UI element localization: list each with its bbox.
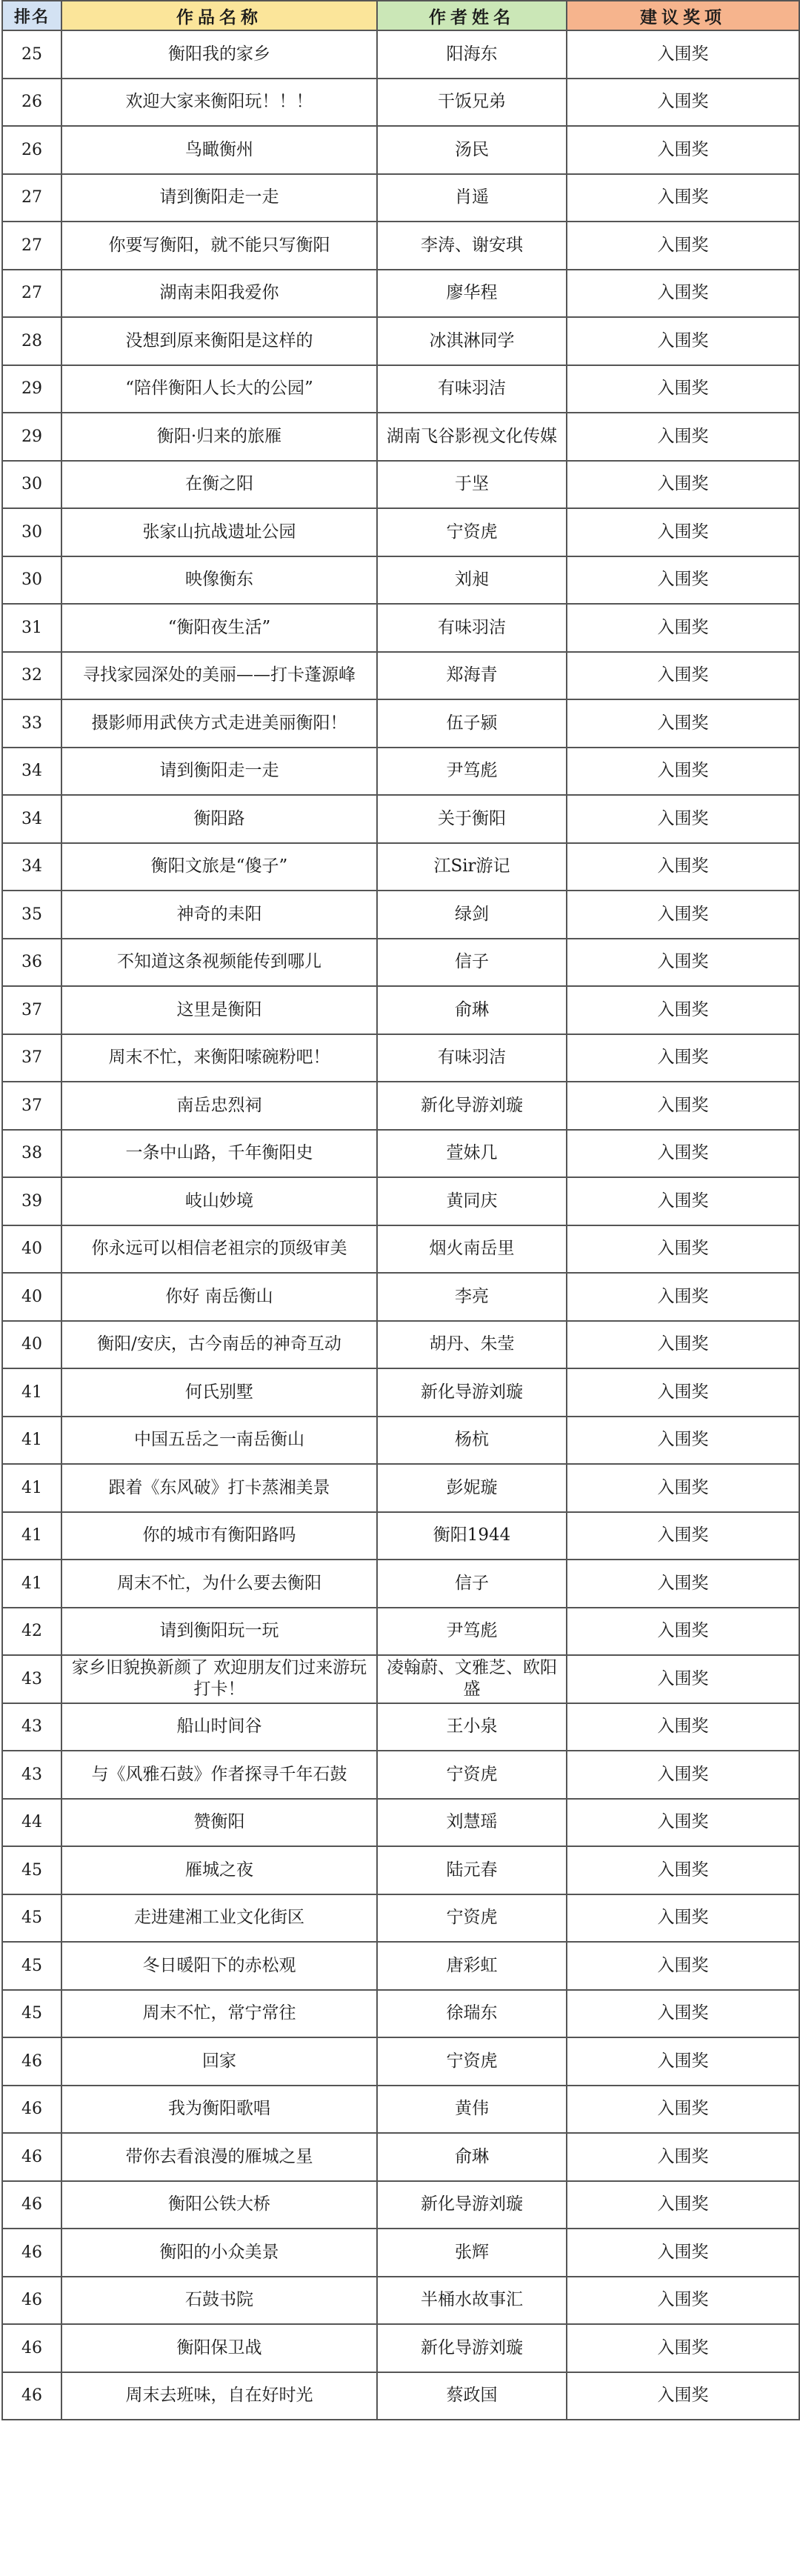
table-row xyxy=(2,1273,799,1321)
cell-title: 请到衡阳走一走 xyxy=(61,748,377,796)
cell-award: 入围奖 xyxy=(567,1608,799,1656)
cell-title: 衡阳文旅是“傻子” xyxy=(61,843,377,891)
table-row xyxy=(2,1799,799,1847)
table-row xyxy=(2,1464,799,1512)
cell-rank: 34 xyxy=(2,843,61,891)
cell-title: 周末不忙，常宁常往 xyxy=(61,1990,377,2038)
cell-author: 新化导游刘璇 xyxy=(377,2181,567,2229)
header-author: 作者姓名 xyxy=(377,1,567,30)
table-header xyxy=(2,1,799,30)
cell-award: 入围奖 xyxy=(567,986,799,1034)
cell-award: 入围奖 xyxy=(567,461,799,509)
cell-author: 陆元春 xyxy=(377,1846,567,1894)
cell-award: 入围奖 xyxy=(567,699,799,748)
award-table xyxy=(1,0,800,2420)
cell-title: 神奇的耒阳 xyxy=(61,891,377,939)
cell-rank: 40 xyxy=(2,1273,61,1321)
table-row xyxy=(2,1560,799,1608)
cell-author: 刘昶 xyxy=(377,556,567,605)
cell-award: 入围奖 xyxy=(567,2037,799,2086)
cell-award: 入围奖 xyxy=(567,1368,799,1417)
cell-title: 这里是衡阳 xyxy=(61,986,377,1034)
table-row xyxy=(2,1655,799,1703)
cell-author: 宁资虎 xyxy=(377,1751,567,1799)
cell-award: 入围奖 xyxy=(567,174,799,222)
cell-rank: 41 xyxy=(2,1560,61,1608)
cell-author: 信子 xyxy=(377,1560,567,1608)
cell-award: 入围奖 xyxy=(567,1273,799,1321)
table-row xyxy=(2,748,799,796)
cell-title: 没想到原来衡阳是这样的 xyxy=(61,317,377,365)
cell-rank: 46 xyxy=(2,2229,61,2277)
table-row xyxy=(2,461,799,509)
cell-rank: 37 xyxy=(2,1034,61,1082)
table-row xyxy=(2,795,799,843)
cell-author: 宁资虎 xyxy=(377,508,567,556)
cell-title: 衡阳保卫战 xyxy=(61,2324,377,2372)
cell-rank: 40 xyxy=(2,1225,61,1274)
table-row xyxy=(2,1225,799,1274)
cell-award: 入围奖 xyxy=(567,222,799,270)
table-row xyxy=(2,222,799,270)
cell-author: 廖华程 xyxy=(377,270,567,318)
cell-rank: 37 xyxy=(2,1082,61,1130)
cell-title: 摄影师用武侠方式走进美丽衡阳！ xyxy=(61,699,377,748)
table-row xyxy=(2,1321,799,1369)
table-row xyxy=(2,2324,799,2372)
cell-rank: 34 xyxy=(2,748,61,796)
cell-title: 衡阳/安庆，古今南岳的神奇互动 xyxy=(61,1321,377,1369)
cell-title: “衡阳夜生活” xyxy=(61,604,377,652)
table-row xyxy=(2,1512,799,1560)
cell-author: 新化导游刘璇 xyxy=(377,1368,567,1417)
cell-award: 入围奖 xyxy=(567,270,799,318)
cell-rank: 36 xyxy=(2,939,61,987)
cell-award: 入围奖 xyxy=(567,1894,799,1943)
cell-rank: 33 xyxy=(2,699,61,748)
cell-award: 入围奖 xyxy=(567,795,799,843)
table-row xyxy=(2,939,799,987)
cell-title: 家乡旧貌换新颜了 欢迎朋友们过来游玩打卡！ xyxy=(61,1655,377,1703)
cell-rank: 39 xyxy=(2,1177,61,1225)
cell-author: 黄同庆 xyxy=(377,1177,567,1225)
cell-author: 伍子颍 xyxy=(377,699,567,748)
cell-title: “陪伴衡阳人长大的公园” xyxy=(61,365,377,413)
table-row xyxy=(2,699,799,748)
cell-title: 你的城市有衡阳路吗 xyxy=(61,1512,377,1560)
cell-author: 彭妮璇 xyxy=(377,1464,567,1512)
cell-author: 烟火南岳里 xyxy=(377,1225,567,1274)
cell-rank: 37 xyxy=(2,986,61,1034)
table-row xyxy=(2,2086,799,2134)
cell-award: 入围奖 xyxy=(567,652,799,700)
cell-rank: 29 xyxy=(2,413,61,461)
cell-award: 入围奖 xyxy=(567,2181,799,2229)
cell-award: 入围奖 xyxy=(567,1799,799,1847)
cell-award: 入围奖 xyxy=(567,1321,799,1369)
cell-title: 跟着《东风破》打卡蒸湘美景 xyxy=(61,1464,377,1512)
cell-title: 衡阳公铁大桥 xyxy=(61,2181,377,2229)
header-award: 建议奖项 xyxy=(567,1,799,30)
cell-rank: 45 xyxy=(2,1990,61,2038)
cell-award: 入围奖 xyxy=(567,1846,799,1894)
cell-rank: 46 xyxy=(2,2037,61,2086)
cell-author: 杨杭 xyxy=(377,1417,567,1465)
cell-title: 请到衡阳走一走 xyxy=(61,174,377,222)
cell-title: 不知道这条视频能传到哪儿 xyxy=(61,939,377,987)
cell-rank: 30 xyxy=(2,556,61,605)
cell-rank: 46 xyxy=(2,2181,61,2229)
cell-author: 宁资虎 xyxy=(377,1894,567,1943)
cell-title: 冬日暖阳下的赤松观 xyxy=(61,1942,377,1990)
cell-author: 郑海青 xyxy=(377,652,567,700)
cell-author: 黄伟 xyxy=(377,2086,567,2134)
cell-author: 张辉 xyxy=(377,2229,567,2277)
cell-award: 入围奖 xyxy=(567,748,799,796)
cell-author: 于坚 xyxy=(377,461,567,509)
cell-author: 尹笃彪 xyxy=(377,1608,567,1656)
cell-award: 入围奖 xyxy=(567,1417,799,1465)
cell-rank: 43 xyxy=(2,1703,61,1751)
cell-rank: 30 xyxy=(2,508,61,556)
cell-author: 有味羽洁 xyxy=(377,365,567,413)
cell-award: 入围奖 xyxy=(567,413,799,461)
cell-rank: 25 xyxy=(2,30,61,79)
cell-award: 入围奖 xyxy=(567,2277,799,2325)
table-row xyxy=(2,317,799,365)
table-row xyxy=(2,1082,799,1130)
cell-author: 信子 xyxy=(377,939,567,987)
table-row xyxy=(2,1942,799,1990)
cell-award: 入围奖 xyxy=(567,1034,799,1082)
cell-author: 干饭兄弟 xyxy=(377,79,567,127)
table-row xyxy=(2,1417,799,1465)
cell-rank: 44 xyxy=(2,1799,61,1847)
table-row xyxy=(2,986,799,1034)
cell-author: 半桶水故事汇 xyxy=(377,2277,567,2325)
cell-title: 衡阳路 xyxy=(61,795,377,843)
cell-rank: 46 xyxy=(2,2372,61,2420)
cell-award: 入围奖 xyxy=(567,939,799,987)
cell-title: 中国五岳之一南岳衡山 xyxy=(61,1417,377,1465)
table-row xyxy=(2,2229,799,2277)
cell-author: 俞琳 xyxy=(377,986,567,1034)
header-title: 作品名称 xyxy=(61,1,377,30)
cell-rank: 46 xyxy=(2,2133,61,2181)
cell-award: 入围奖 xyxy=(567,1990,799,2038)
table-row xyxy=(2,1034,799,1082)
header-rank: 排名 xyxy=(2,1,61,30)
cell-author: 胡丹、朱莹 xyxy=(377,1321,567,1369)
table-row xyxy=(2,1703,799,1751)
cell-rank: 41 xyxy=(2,1368,61,1417)
cell-award: 入围奖 xyxy=(567,1655,799,1703)
table-row xyxy=(2,2133,799,2181)
cell-title: 周末去班味，自在好时光 xyxy=(61,2372,377,2420)
cell-title: 衡阳的小众美景 xyxy=(61,2229,377,2277)
cell-title: 回家 xyxy=(61,2037,377,2086)
cell-rank: 42 xyxy=(2,1608,61,1656)
cell-title: 衡阳·归来的旅雁 xyxy=(61,413,377,461)
cell-rank: 27 xyxy=(2,222,61,270)
award-table-sheet xyxy=(1,0,799,2420)
cell-title: 在衡之阳 xyxy=(61,461,377,509)
cell-title: 欢迎大家来衡阳玩！！！ xyxy=(61,79,377,127)
cell-rank: 28 xyxy=(2,317,61,365)
cell-title: 湖南耒阳我爱你 xyxy=(61,270,377,318)
cell-rank: 40 xyxy=(2,1321,61,1369)
cell-award: 入围奖 xyxy=(567,2133,799,2181)
cell-rank: 26 xyxy=(2,79,61,127)
cell-award: 入围奖 xyxy=(567,317,799,365)
cell-title: 你永远可以相信老祖宗的顶级审美 xyxy=(61,1225,377,1274)
cell-author: 凌翰蔚、文雅芝、欧阳盛 xyxy=(377,1655,567,1703)
cell-author: 刘慧瑶 xyxy=(377,1799,567,1847)
table-row xyxy=(2,1894,799,1943)
cell-author: 宁资虎 xyxy=(377,2037,567,2086)
cell-rank: 46 xyxy=(2,2277,61,2325)
cell-title: 与《风雅石鼓》作者探寻千年石鼓 xyxy=(61,1751,377,1799)
table-row xyxy=(2,1130,799,1178)
table-row xyxy=(2,1846,799,1894)
table-row xyxy=(2,1368,799,1417)
cell-author: 汤民 xyxy=(377,126,567,174)
cell-rank: 27 xyxy=(2,270,61,318)
cell-rank: 30 xyxy=(2,461,61,509)
cell-award: 入围奖 xyxy=(567,1464,799,1512)
cell-rank: 32 xyxy=(2,652,61,700)
table-row xyxy=(2,30,799,79)
cell-title: 一条中山路，千年衡阳史 xyxy=(61,1130,377,1178)
cell-award: 入围奖 xyxy=(567,508,799,556)
cell-award: 入围奖 xyxy=(567,1942,799,1990)
cell-author: 有味羽洁 xyxy=(377,604,567,652)
table-row xyxy=(2,652,799,700)
table-row xyxy=(2,1177,799,1225)
cell-title: 你要写衡阳，就不能只写衡阳 xyxy=(61,222,377,270)
table-row xyxy=(2,174,799,222)
cell-author: 尹笃彪 xyxy=(377,748,567,796)
cell-award: 入围奖 xyxy=(567,126,799,174)
table-row xyxy=(2,270,799,318)
cell-title: 映像衡东 xyxy=(61,556,377,605)
cell-author: 冰淇淋同学 xyxy=(377,317,567,365)
cell-rank: 31 xyxy=(2,604,61,652)
cell-title: 我为衡阳歌唱 xyxy=(61,2086,377,2134)
cell-award: 入围奖 xyxy=(567,1177,799,1225)
cell-author: 新化导游刘璇 xyxy=(377,1082,567,1130)
cell-author: 有味羽洁 xyxy=(377,1034,567,1082)
cell-rank: 43 xyxy=(2,1751,61,1799)
cell-author: 徐瑞东 xyxy=(377,1990,567,2038)
cell-award: 入围奖 xyxy=(567,2372,799,2420)
cell-rank: 29 xyxy=(2,365,61,413)
cell-title: 何氏别墅 xyxy=(61,1368,377,1417)
cell-award: 入围奖 xyxy=(567,1703,799,1751)
cell-title: 船山时间谷 xyxy=(61,1703,377,1751)
cell-author: 萱妹几 xyxy=(377,1130,567,1178)
cell-title: 张家山抗战遗址公园 xyxy=(61,508,377,556)
table-row xyxy=(2,843,799,891)
cell-title: 南岳忠烈祠 xyxy=(61,1082,377,1130)
cell-rank: 34 xyxy=(2,795,61,843)
cell-award: 入围奖 xyxy=(567,891,799,939)
cell-title: 赞衡阳 xyxy=(61,1799,377,1847)
table-row xyxy=(2,2277,799,2325)
cell-title: 带你去看浪漫的雁城之星 xyxy=(61,2133,377,2181)
cell-award: 入围奖 xyxy=(567,556,799,605)
cell-author: 阳海东 xyxy=(377,30,567,79)
cell-award: 入围奖 xyxy=(567,30,799,79)
cell-title: 周末不忙，来衡阳嗦碗粉吧！ xyxy=(61,1034,377,1082)
cell-award: 入围奖 xyxy=(567,1225,799,1274)
table-row xyxy=(2,508,799,556)
cell-author: 湖南飞谷影视文化传媒 xyxy=(377,413,567,461)
cell-award: 入围奖 xyxy=(567,843,799,891)
cell-title: 雁城之夜 xyxy=(61,1846,377,1894)
cell-author: 李涛、谢安琪 xyxy=(377,222,567,270)
cell-rank: 45 xyxy=(2,1894,61,1943)
table-row xyxy=(2,365,799,413)
cell-rank: 45 xyxy=(2,1942,61,1990)
cell-rank: 27 xyxy=(2,174,61,222)
cell-rank: 38 xyxy=(2,1130,61,1178)
cell-rank: 41 xyxy=(2,1417,61,1465)
cell-rank: 46 xyxy=(2,2086,61,2134)
cell-author: 蔡政国 xyxy=(377,2372,567,2420)
cell-author: 肖遥 xyxy=(377,174,567,222)
cell-author: 关于衡阳 xyxy=(377,795,567,843)
cell-author: 李亮 xyxy=(377,1273,567,1321)
cell-award: 入围奖 xyxy=(567,2229,799,2277)
cell-author: 江Sir游记 xyxy=(377,843,567,891)
cell-award: 入围奖 xyxy=(567,1560,799,1608)
cell-rank: 26 xyxy=(2,126,61,174)
cell-award: 入围奖 xyxy=(567,1082,799,1130)
cell-author: 衡阳1944 xyxy=(377,1512,567,1560)
cell-author: 新化导游刘璇 xyxy=(377,2324,567,2372)
cell-title: 周末不忙，为什么要去衡阳 xyxy=(61,1560,377,1608)
table-row xyxy=(2,556,799,605)
cell-title: 衡阳我的家乡 xyxy=(61,30,377,79)
cell-award: 入围奖 xyxy=(567,1751,799,1799)
cell-rank: 45 xyxy=(2,1846,61,1894)
table-row xyxy=(2,2372,799,2420)
table-row xyxy=(2,2181,799,2229)
table-row xyxy=(2,126,799,174)
table-row xyxy=(2,1751,799,1799)
cell-rank: 46 xyxy=(2,2324,61,2372)
cell-award: 入围奖 xyxy=(567,2324,799,2372)
cell-title: 走进建湘工业文化街区 xyxy=(61,1894,377,1943)
cell-award: 入围奖 xyxy=(567,2086,799,2134)
table-row xyxy=(2,2037,799,2086)
table-row xyxy=(2,1990,799,2038)
table-row xyxy=(2,604,799,652)
cell-title: 鸟瞰衡州 xyxy=(61,126,377,174)
cell-rank: 41 xyxy=(2,1464,61,1512)
table-row xyxy=(2,1608,799,1656)
cell-author: 王小泉 xyxy=(377,1703,567,1751)
cell-rank: 35 xyxy=(2,891,61,939)
table-row xyxy=(2,891,799,939)
cell-title: 你好 南岳衡山 xyxy=(61,1273,377,1321)
cell-title: 岐山妙境 xyxy=(61,1177,377,1225)
cell-title: 寻找家园深处的美丽——打卡蓬源峰 xyxy=(61,652,377,700)
table-row xyxy=(2,79,799,127)
cell-author: 唐彩虹 xyxy=(377,1942,567,1990)
cell-title: 请到衡阳玩一玩 xyxy=(61,1608,377,1656)
table-row xyxy=(2,413,799,461)
cell-award: 入围奖 xyxy=(567,365,799,413)
cell-rank: 41 xyxy=(2,1512,61,1560)
cell-rank: 43 xyxy=(2,1655,61,1703)
cell-award: 入围奖 xyxy=(567,79,799,127)
cell-award: 入围奖 xyxy=(567,1512,799,1560)
table-body xyxy=(2,30,799,2420)
header-row xyxy=(2,1,799,30)
cell-title: 石鼓书院 xyxy=(61,2277,377,2325)
cell-award: 入围奖 xyxy=(567,1130,799,1178)
cell-author: 俞琳 xyxy=(377,2133,567,2181)
cell-author: 绿剑 xyxy=(377,891,567,939)
cell-award: 入围奖 xyxy=(567,604,799,652)
